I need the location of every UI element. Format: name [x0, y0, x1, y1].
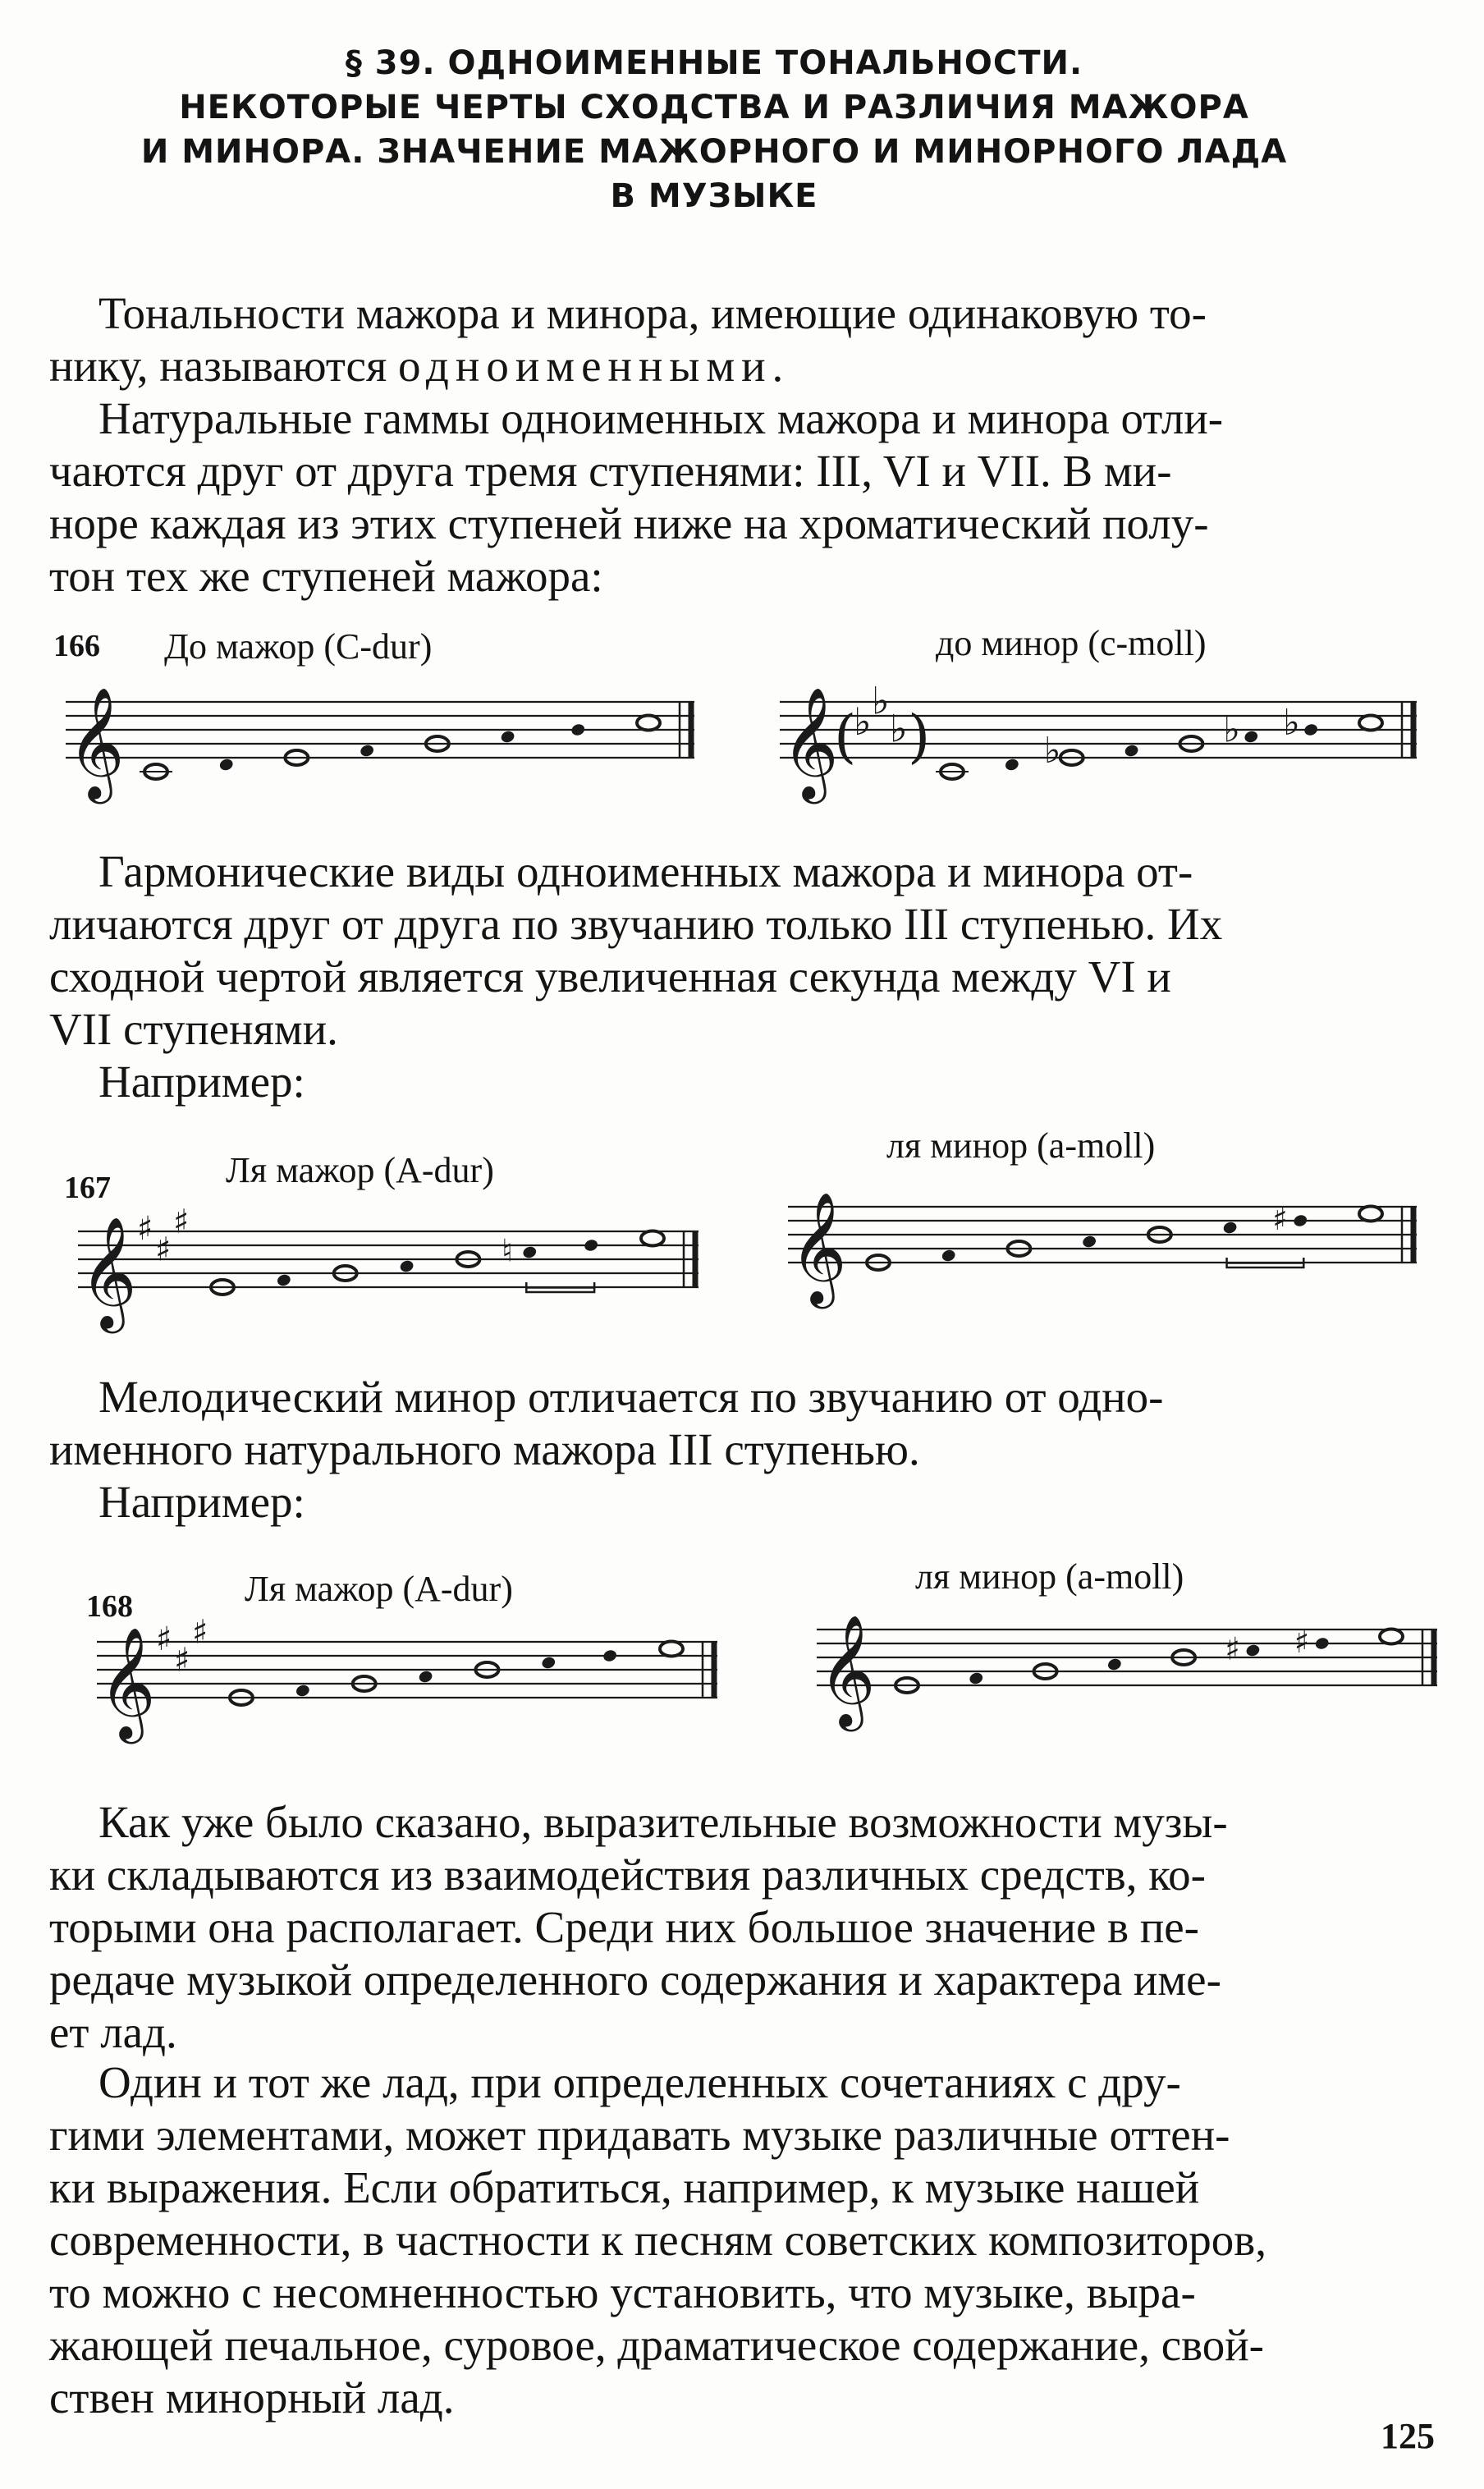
text-line: гими элементами, может придавать музыке различные оттен-	[49, 2110, 1230, 2160]
example-label-minor: до минор (c-moll)	[936, 623, 1207, 663]
flat-icon: ♭	[1043, 730, 1061, 772]
sharp-icon: ♯	[156, 1620, 172, 1658]
sharp-icon: ♯	[155, 1231, 172, 1269]
filled-note	[541, 1656, 556, 1671]
treble-clef-icon: 𝄞	[67, 685, 125, 799]
text-line: Тональности мажора и минора, имеющие одинаковую то-	[98, 288, 1207, 338]
mode-paragraph	[49, 2056, 1412, 2424]
sharp-icon: ♯	[1272, 1201, 1288, 1237]
sharp-icon: ♯	[1225, 1630, 1240, 1667]
flat-icon: ♭	[872, 678, 890, 723]
music-staff	[817, 1597, 1440, 1728]
filled-note	[1124, 744, 1139, 759]
music-staff	[780, 669, 1420, 800]
expressive-paragraph	[49, 1796, 1412, 2059]
filled-note	[570, 722, 586, 737]
example-number: 166	[53, 629, 100, 663]
sharp-icon: ♯	[137, 1210, 153, 1248]
text-line: Мелодический минор отличается по звучанию от одно-	[98, 1372, 1164, 1422]
example-label-major: Ля мажор (A-dur)	[226, 1150, 494, 1190]
natural-scale-paragraph	[49, 392, 1412, 603]
example-label-major: Ля мажор (A-dur)	[245, 1569, 513, 1609]
filled-note	[1004, 758, 1019, 772]
whole-note	[641, 1231, 664, 1246]
text-line: норе каждая из этих ступеней ниже на хроматический полу-	[49, 498, 1209, 548]
filled-note	[359, 744, 374, 759]
text-line: Как уже было сказано, выразительные возможности музы-	[98, 1797, 1228, 1847]
harmonic-paragraph	[49, 846, 1412, 1108]
treble-clef-icon: 𝄞	[98, 1625, 156, 1739]
filled-note	[941, 1249, 956, 1263]
music-staff	[78, 1199, 702, 1330]
melodic-paragraph	[49, 1371, 1412, 1529]
text-line	[49, 340, 1412, 392]
page-number: 125	[1381, 2416, 1435, 2456]
paren-open-icon: (	[834, 703, 857, 770]
music-staff	[97, 1609, 721, 1740]
whole-note	[660, 1642, 683, 1657]
natural-icon: ♮	[502, 1232, 513, 1269]
text-fragment: нику, называются	[49, 341, 399, 391]
filled-note	[1245, 1643, 1261, 1658]
filled-note	[399, 1259, 415, 1274]
whole-note	[1359, 1207, 1382, 1222]
text-line: жающей печальное, суровое, драматическое содержание, свой-	[49, 2320, 1264, 2370]
term-spaced: одноименными.	[398, 341, 790, 391]
flat-icon: ♭	[890, 706, 908, 751]
filled-note	[602, 1648, 617, 1663]
flat-icon: ♭	[1223, 708, 1241, 751]
filled-note	[522, 1245, 538, 1260]
text-line: торыми она располагает. Среди них большое значение в пе-	[49, 1902, 1199, 1952]
example-label-minor: ля минор (a-moll)	[915, 1556, 1184, 1597]
text-line: редаче музыкой определенного содержания и характера име-	[49, 1955, 1221, 2005]
example-number: 168	[86, 1589, 133, 1624]
treble-clef-icon: 𝄞	[781, 685, 839, 799]
text-line: Один и тот же лад, при определенных сочетаниях с дру-	[98, 2057, 1181, 2107]
text-line: ки выражения. Если обратиться, например, к музыке нашей	[49, 2162, 1200, 2212]
text-line: чаются друг от друга тремя ступенями: III, VI и VII. В ми-	[49, 446, 1172, 496]
flat-icon: ♭	[1283, 702, 1300, 744]
filled-note	[218, 758, 234, 772]
intro-paragraph	[49, 287, 1412, 392]
text-line: Например:	[98, 1477, 305, 1527]
text-line: ет лад.	[49, 2007, 177, 2057]
sharp-icon: ♯	[173, 1203, 190, 1241]
heading-line: НЕКОТОРЫЕ ЧЕРТЫ СХОДСТВА И РАЗЛИЧИЯ МАЖОРА	[179, 89, 1249, 126]
text-line: Гармонические виды одноименных мажора и минора от-	[98, 846, 1193, 896]
treble-clef-icon: 𝄞	[818, 1613, 876, 1726]
filled-note	[1303, 722, 1318, 737]
treble-clef-icon: 𝄞	[790, 1190, 847, 1304]
heading-line: В МУЗЫКЕ	[610, 177, 818, 215]
text-line: тон тех же ступеней мажора:	[49, 551, 603, 601]
text-line: Например:	[98, 1057, 305, 1107]
text-line: ствен минорный лад.	[49, 2372, 455, 2423]
sharp-icon: ♯	[174, 1641, 190, 1680]
text-line: именного натурального мажора III ступенью.	[49, 1424, 920, 1474]
filled-note	[1314, 1636, 1330, 1651]
section-heading	[107, 41, 1321, 218]
music-staff	[788, 1174, 1420, 1305]
example-label-major: До мажор (C-dur)	[164, 626, 433, 667]
text-line: Натуральные гаммы одноименных мажора и минора отли-	[98, 393, 1224, 443]
filled-note	[583, 1238, 598, 1253]
filled-note	[1293, 1213, 1308, 1228]
filled-note	[1106, 1657, 1122, 1672]
filled-note	[276, 1273, 291, 1288]
text-line: ки складываются из взаимодействия различных средств, ко-	[49, 1850, 1206, 1900]
filled-note	[1244, 730, 1259, 745]
filled-note	[295, 1684, 310, 1698]
whole-note	[1359, 716, 1382, 731]
filled-note	[1222, 1221, 1238, 1235]
heading-line: И МИНОРА. ЗНАЧЕНИЕ МАЖОРНОГО И МИНОРНОГО ЛАДА	[140, 133, 1288, 171]
music-staff	[66, 669, 698, 800]
flat-icon: ♭	[854, 699, 872, 744]
filled-note	[500, 730, 515, 745]
text-line: сходной чертой является увеличенная секунда между VI и	[49, 951, 1171, 1002]
sharp-icon: ♯	[1294, 1624, 1310, 1660]
example-label-minor: ля минор (a-moll)	[886, 1125, 1156, 1166]
treble-clef-icon: 𝄞	[80, 1215, 137, 1328]
sharp-icon: ♯	[192, 1613, 208, 1652]
filled-note	[969, 1671, 984, 1686]
filled-note	[418, 1670, 433, 1685]
text-line: современности, в частности к песням советских композиторов,	[49, 2215, 1266, 2265]
example-number: 167	[64, 1171, 111, 1205]
text-line: то можно с несомненностью установить, что музыке, выра-	[49, 2267, 1196, 2317]
paren-close-icon: )	[908, 703, 931, 770]
text-line: VII ступенями.	[49, 1004, 338, 1054]
heading-line: § 39. ОДНОИМЕННЫЕ ТОНАЛЬНОСТИ.	[345, 44, 1083, 82]
text-line: личаются друг от друга по звучанию только III ступенью. Их	[49, 899, 1223, 949]
whole-note	[1380, 1630, 1403, 1644]
filled-note	[1081, 1235, 1097, 1249]
whole-note	[637, 716, 660, 731]
